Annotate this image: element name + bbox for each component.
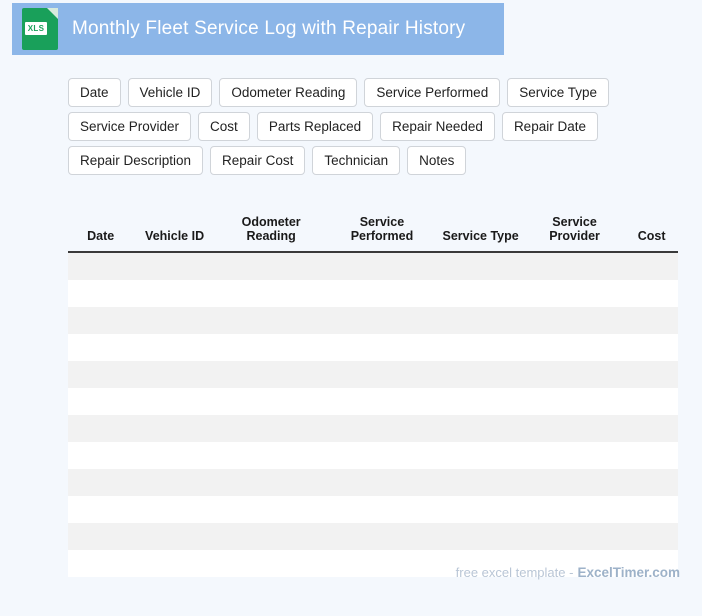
- field-chip[interactable]: Repair Date: [502, 112, 598, 141]
- table-cell[interactable]: [68, 469, 133, 496]
- table-row[interactable]: [68, 307, 678, 334]
- table-cell[interactable]: [133, 361, 215, 388]
- table-cell[interactable]: [133, 442, 215, 469]
- table-cell[interactable]: [327, 307, 438, 334]
- table-cell[interactable]: [625, 496, 678, 523]
- table-cell[interactable]: [437, 415, 524, 442]
- table-cell[interactable]: [437, 469, 524, 496]
- table-cell[interactable]: [437, 334, 524, 361]
- column-header[interactable]: Date: [68, 193, 133, 252]
- table-cell[interactable]: [68, 550, 133, 577]
- table-cell[interactable]: [133, 496, 215, 523]
- table-cell[interactable]: [216, 361, 327, 388]
- table-cell[interactable]: [437, 523, 524, 550]
- column-header[interactable]: Odometer Reading: [216, 193, 327, 252]
- field-chip[interactable]: Repair Description: [68, 146, 203, 175]
- table-row[interactable]: [68, 442, 678, 469]
- table-cell[interactable]: [437, 388, 524, 415]
- table-cell[interactable]: [327, 523, 438, 550]
- table-cell[interactable]: [216, 496, 327, 523]
- table-cell[interactable]: [437, 361, 524, 388]
- column-header[interactable]: Service Type: [437, 193, 524, 252]
- xls-icon-label: XLS: [25, 22, 47, 35]
- table-cell[interactable]: [437, 307, 524, 334]
- page-title: Monthly Fleet Service Log with Repair History: [72, 18, 466, 39]
- table-cell[interactable]: [133, 523, 215, 550]
- table-cell[interactable]: [524, 415, 625, 442]
- table-cell[interactable]: [327, 280, 438, 307]
- table-cell[interactable]: [68, 307, 133, 334]
- table-cell[interactable]: [133, 307, 215, 334]
- field-chip-row: [68, 146, 634, 175]
- table-cell[interactable]: [216, 307, 327, 334]
- field-chip[interactable]: Parts Replaced: [257, 112, 373, 141]
- table-cell[interactable]: [68, 361, 133, 388]
- field-chip-list: [68, 78, 634, 180]
- table-cell[interactable]: [524, 361, 625, 388]
- table-cell[interactable]: [133, 469, 215, 496]
- service-log-table: [68, 193, 678, 577]
- table-cell[interactable]: [216, 550, 327, 577]
- table-cell[interactable]: [68, 252, 133, 280]
- table-cell[interactable]: [68, 334, 133, 361]
- table-cell[interactable]: [524, 334, 625, 361]
- field-chip[interactable]: Service Type: [507, 78, 609, 107]
- field-chip-row: [68, 112, 634, 141]
- table-cell[interactable]: [625, 307, 678, 334]
- table-cell[interactable]: [216, 388, 327, 415]
- table-cell[interactable]: [524, 280, 625, 307]
- table-cell[interactable]: [524, 496, 625, 523]
- table-cell[interactable]: [216, 252, 327, 280]
- table-cell[interactable]: [327, 550, 438, 577]
- table-cell[interactable]: [625, 469, 678, 496]
- table-row[interactable]: [68, 415, 678, 442]
- table-cell[interactable]: [68, 415, 133, 442]
- table-cell[interactable]: [625, 442, 678, 469]
- footer-brand-link[interactable]: ExcelTimer.com: [577, 565, 680, 580]
- table-row[interactable]: [68, 334, 678, 361]
- table-cell[interactable]: [524, 469, 625, 496]
- table-cell[interactable]: [437, 442, 524, 469]
- field-chip[interactable]: Cost: [198, 112, 250, 141]
- table-cell[interactable]: [437, 252, 524, 280]
- field-chip[interactable]: Date: [68, 78, 121, 107]
- table-cell[interactable]: [68, 523, 133, 550]
- field-chip[interactable]: Vehicle ID: [128, 78, 213, 107]
- table-body: [68, 252, 678, 577]
- table-cell[interactable]: [216, 280, 327, 307]
- column-header[interactable]: Service Performed: [327, 193, 438, 252]
- table-cell[interactable]: [625, 361, 678, 388]
- table-cell[interactable]: [327, 415, 438, 442]
- footer-credit: [456, 565, 680, 580]
- table-row[interactable]: [68, 388, 678, 415]
- table-cell[interactable]: [625, 334, 678, 361]
- table-cell[interactable]: [327, 252, 438, 280]
- table-cell[interactable]: [133, 252, 215, 280]
- table-cell[interactable]: [68, 496, 133, 523]
- field-chip[interactable]: Service Performed: [364, 78, 500, 107]
- table-cell[interactable]: [68, 388, 133, 415]
- xls-icon-fold: [47, 8, 58, 19]
- table-row[interactable]: [68, 496, 678, 523]
- table-cell[interactable]: [524, 307, 625, 334]
- column-header[interactable]: Service Provider: [524, 193, 625, 252]
- table-cell[interactable]: [133, 415, 215, 442]
- table-cell[interactable]: [437, 496, 524, 523]
- footer-text: free excel template -: [455, 565, 574, 580]
- table-cell[interactable]: [625, 252, 678, 280]
- document-header: [12, 3, 504, 55]
- table-cell[interactable]: [625, 523, 678, 550]
- table-cell[interactable]: [133, 388, 215, 415]
- field-chip[interactable]: Notes: [407, 146, 466, 175]
- table-cell[interactable]: [133, 280, 215, 307]
- table-cell[interactable]: [327, 334, 438, 361]
- table-cell[interactable]: [68, 442, 133, 469]
- table-row[interactable]: [68, 469, 678, 496]
- table-cell[interactable]: [625, 388, 678, 415]
- field-chip[interactable]: Service Provider: [68, 112, 191, 141]
- table-cell[interactable]: [327, 361, 438, 388]
- xls-file-icon: [22, 8, 58, 50]
- column-header[interactable]: Vehicle ID: [133, 193, 215, 252]
- table-cell[interactable]: [216, 415, 327, 442]
- table-cell[interactable]: [133, 334, 215, 361]
- table-cell[interactable]: [625, 280, 678, 307]
- table-cell[interactable]: [327, 388, 438, 415]
- field-chip[interactable]: Odometer Reading: [219, 78, 357, 107]
- table-cell[interactable]: [327, 442, 438, 469]
- field-chip[interactable]: Technician: [312, 146, 400, 175]
- table-cell[interactable]: [524, 442, 625, 469]
- table-cell[interactable]: [327, 469, 438, 496]
- table-cell[interactable]: [216, 523, 327, 550]
- table-row[interactable]: [68, 523, 678, 550]
- table-cell[interactable]: [216, 442, 327, 469]
- table-cell[interactable]: [524, 388, 625, 415]
- table-cell[interactable]: [625, 415, 678, 442]
- table-cell[interactable]: [437, 280, 524, 307]
- table-cell[interactable]: [524, 252, 625, 280]
- table-row[interactable]: [68, 361, 678, 388]
- table-row[interactable]: [68, 280, 678, 307]
- field-chip[interactable]: Repair Cost: [210, 146, 305, 175]
- table-cell[interactable]: [68, 280, 133, 307]
- field-chip-row: [68, 78, 634, 107]
- table-cell[interactable]: [216, 334, 327, 361]
- table-header-row: [68, 193, 678, 252]
- column-header[interactable]: Cost: [625, 193, 678, 252]
- table-row[interactable]: [68, 252, 678, 280]
- field-chip[interactable]: Repair Needed: [380, 112, 495, 141]
- table-cell[interactable]: [524, 523, 625, 550]
- table-cell[interactable]: [327, 496, 438, 523]
- table-cell[interactable]: [216, 469, 327, 496]
- table-cell[interactable]: [133, 550, 215, 577]
